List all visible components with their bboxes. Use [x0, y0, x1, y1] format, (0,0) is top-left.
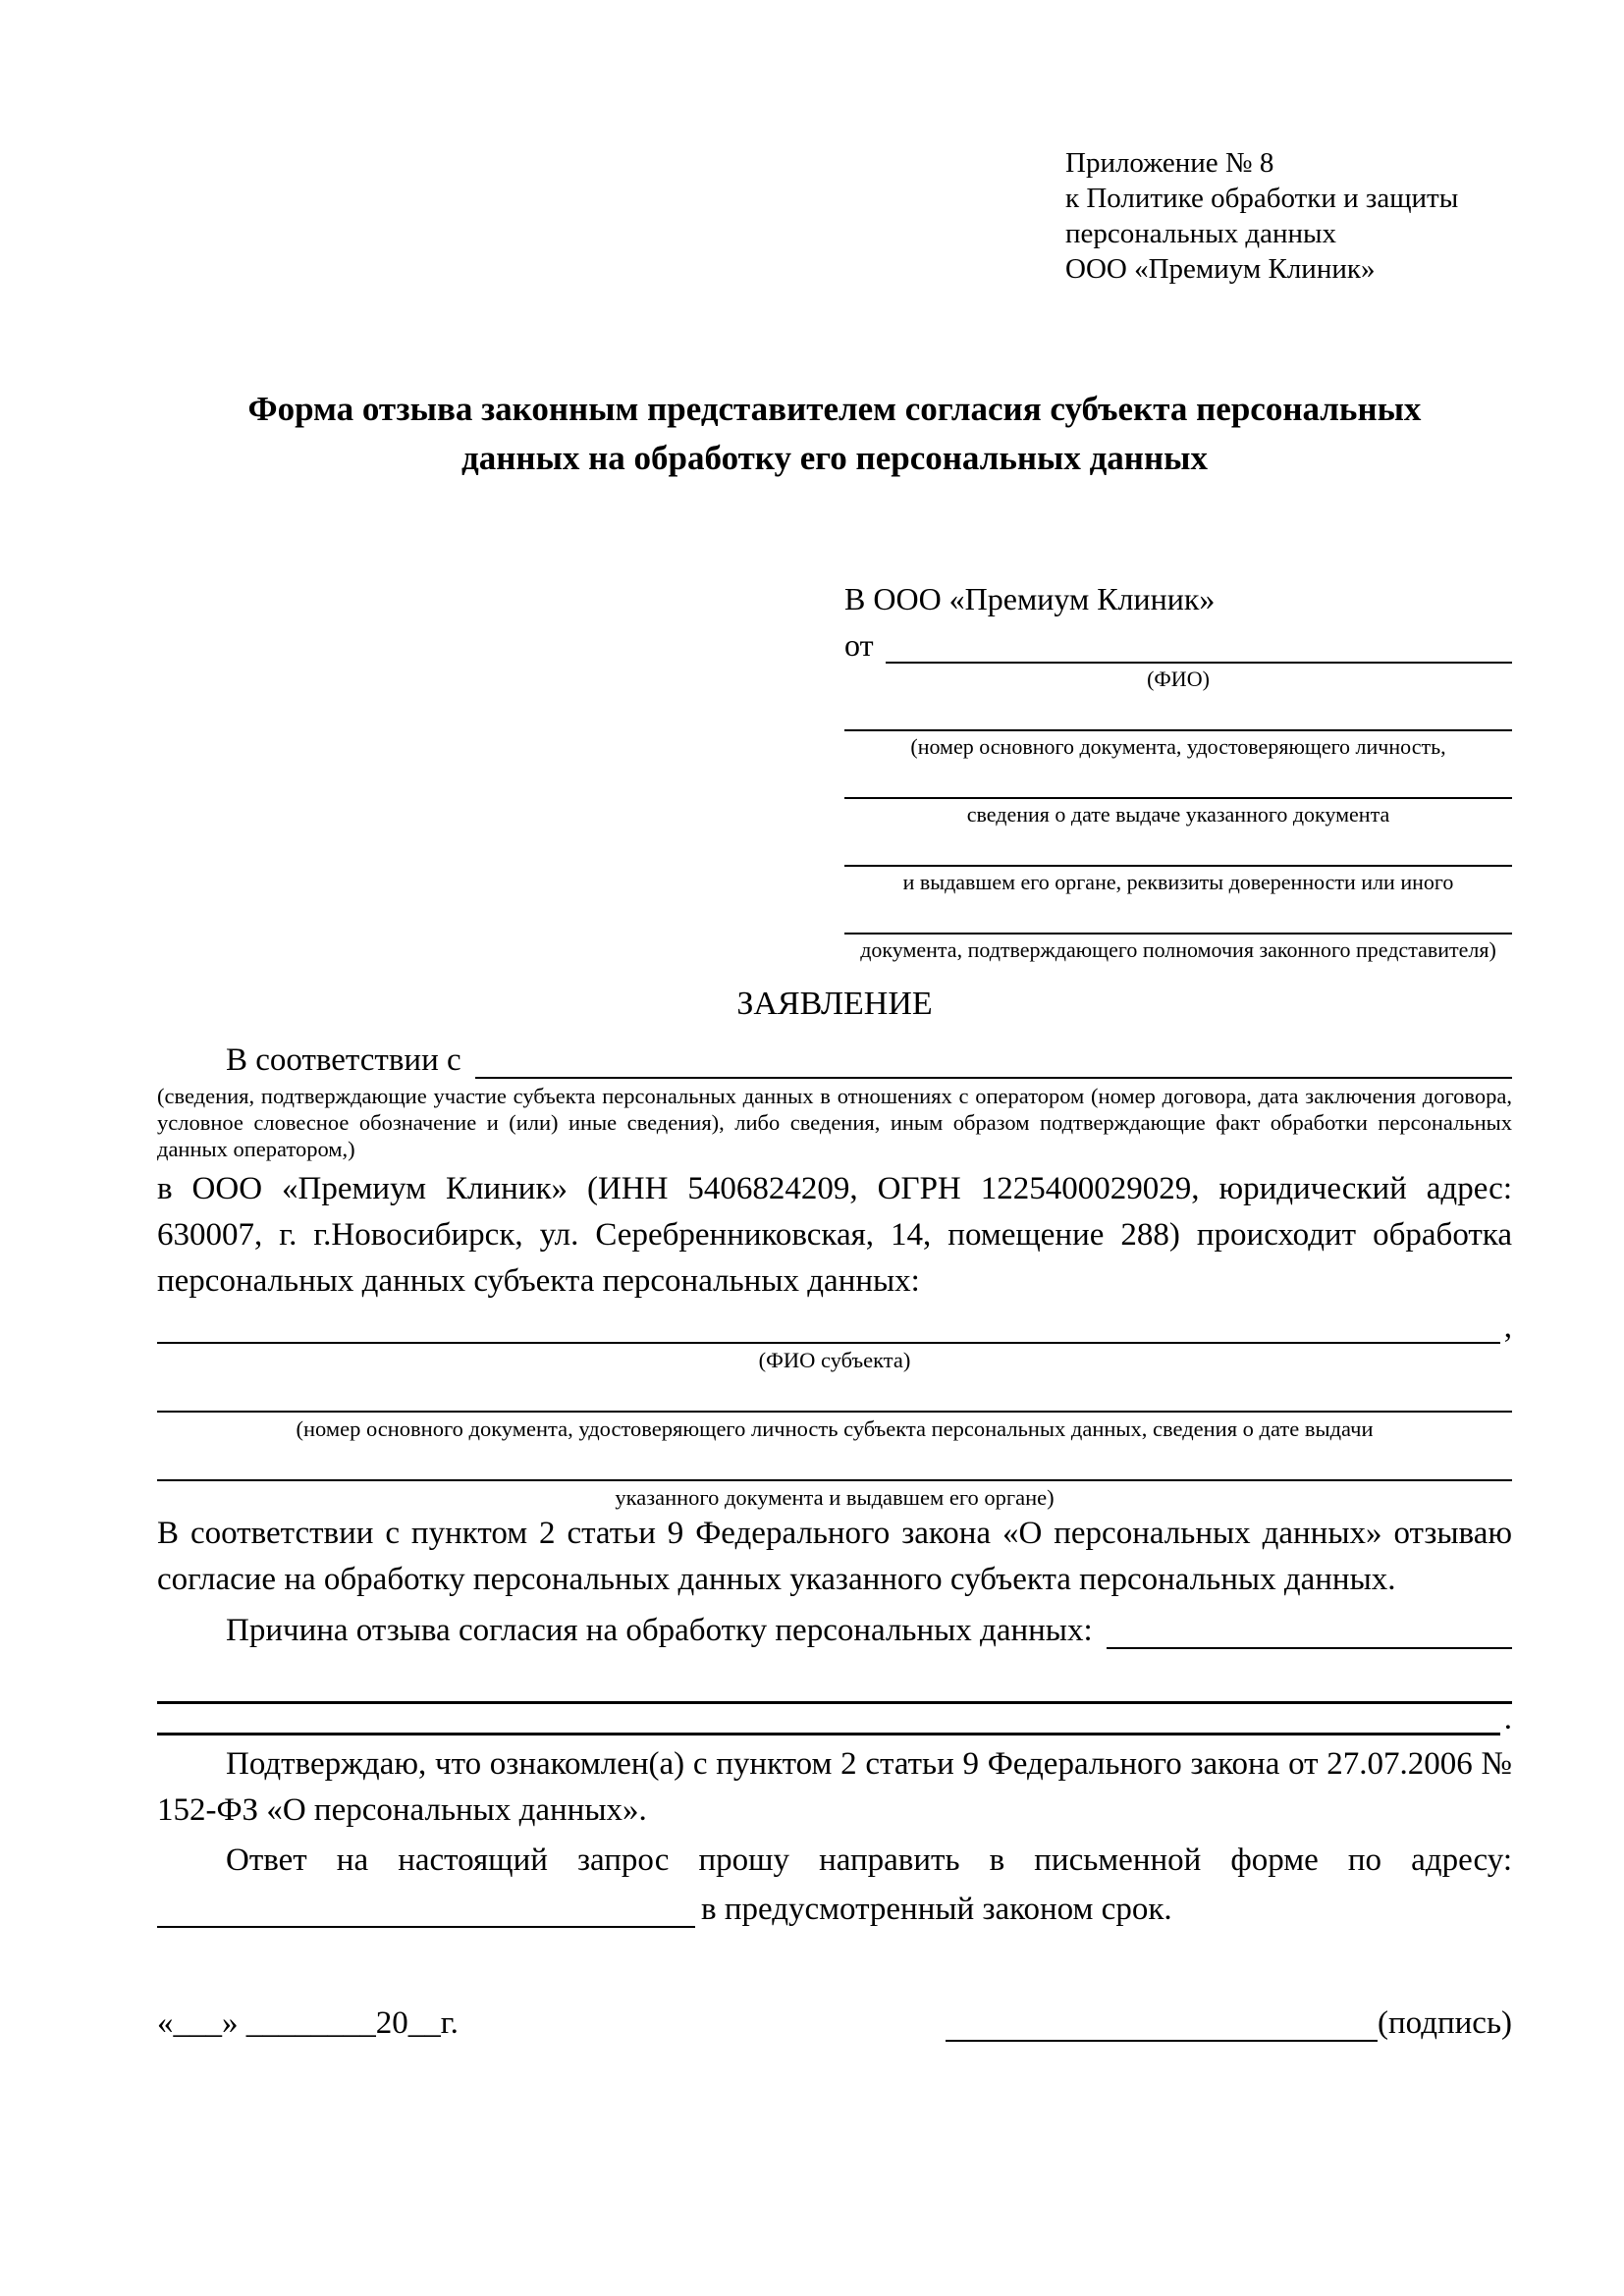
appendix-note-line: ООО «Премиум Клиник»	[1065, 253, 1376, 285]
subject-doc-caption-2: указанного документа и выдавшем его органе)	[615, 1485, 1055, 1510]
appendix-note-line: к Политике обработки и защиты	[1065, 183, 1459, 214]
fio-caption: (ФИО)	[1147, 667, 1210, 691]
confirmation-paragraph: Подтверждаю, что ознакомлен(а) с пунктом 2 статьи 9 Федерального закона от 27.07.2006 № 152-ФЗ «О персональных данных».	[157, 1746, 1512, 1828]
footer	[157, 2004, 1512, 2042]
subject-doc-field-line-2	[157, 1442, 1512, 1481]
operator-paragraph: в ООО «Премиум Клиник» (ИНН 5406824209, ОГРН 1225400029029, юридический адрес: 630007, г. г.Новосибирск, ул. Серебренниковская, 14, помещение 288) происходит обработка персональных данных субъекта персональных данных:	[157, 1171, 1512, 1299]
document-content	[157, 0, 1512, 2042]
reply-address-suffix: в предусмотренный законом срок.	[701, 1892, 1172, 1927]
accordance-row	[157, 1034, 1512, 1079]
doc-number-field-line	[844, 692, 1512, 731]
subject-fio-field-line	[157, 1305, 1500, 1344]
reason-label: Причина отзыва согласия на обработку персональных данных:	[226, 1613, 1093, 1648]
signature-field-line	[946, 2004, 1378, 2042]
doc-issue-date-caption: сведения о дате выдаче указанного документа	[966, 802, 1390, 827]
addressee-to: В ООО «Премиум Клиник»	[844, 581, 1216, 616]
appendix-note	[1065, 145, 1512, 287]
doc-authority-field-line	[844, 828, 1512, 867]
withdrawal-paragraph: В соответствии с пунктом 2 статьи 9 Федерального закона «О персональных данных» отзываю согласие на обработку персональных данных указанного субъекта персональных данных.	[157, 1516, 1512, 1597]
signature-group	[946, 2004, 1512, 2042]
subject-fio-line-comma: ,	[1503, 1309, 1512, 1345]
subject-doc-row-1	[157, 1373, 1512, 1413]
reason-blank-line-2	[157, 1704, 1500, 1735]
subject-fio-row	[157, 1305, 1512, 1344]
signature-caption: (подпись)	[1378, 2005, 1512, 2041]
subject-fio-caption: (ФИО субъекта)	[758, 1348, 911, 1372]
reply-address-row	[157, 1884, 1512, 1928]
reason-blank-line-1	[157, 1665, 1512, 1704]
from-label: от	[844, 627, 874, 663]
document-title: Форма отзыва законным представителем согласия субъекта персональных данных на обработку его персональных данных	[247, 390, 1422, 477]
from-row	[844, 620, 1512, 664]
subject-doc-row-2	[157, 1442, 1512, 1481]
appendix-note-line: персональных данных	[1065, 218, 1337, 249]
doc-number-caption: (номер основного документа, удостоверяющего личность,	[910, 734, 1446, 759]
addressee-block	[844, 577, 1512, 963]
representative-authority-caption: документа, подтверждающего полномочия законного представителя)	[860, 937, 1496, 962]
reason-field-line	[1107, 1603, 1512, 1649]
reply-address-paragraph: Ответ на настоящий запрос прошу направить в письменной форме по адресу:	[226, 1842, 1512, 1878]
doc-issue-date-field-line	[844, 760, 1512, 799]
subject-doc-field-line-1	[157, 1373, 1512, 1413]
subject-doc-caption-1: (номер основного документа, удостоверяющего личность субъекта персональных данных, сведения о дате выдачи	[296, 1416, 1374, 1441]
representative-authority-field-line	[844, 895, 1512, 934]
appendix-note-line: Приложение № 8	[1065, 147, 1274, 179]
reply-address-field-line	[157, 1884, 695, 1928]
statement-heading: ЗАЯВЛЕНИЕ	[736, 986, 933, 1022]
date-line: «___» ________20__г.	[157, 2005, 459, 2041]
fio-field-line	[886, 620, 1512, 664]
accordance-field-line	[475, 1034, 1512, 1079]
reason-blank-row-2	[157, 1701, 1512, 1736]
accordance-footnote: (сведения, подтверждающие участие субъекта персональных данных в отношениях с оператором (номер договора, дата заключения договора, условное словесное обозначение и (или) иные сведения), либо сведения, иным образом подтверждающие факт обработки персональных данных оператором,)	[157, 1084, 1512, 1161]
reason-line-period: .	[1503, 1701, 1512, 1736]
reason-row	[157, 1603, 1512, 1649]
accordance-label: В соответствии с	[226, 1042, 461, 1078]
doc-authority-caption: и выдавшем его органе, реквизиты доверенности или иного	[902, 870, 1454, 894]
